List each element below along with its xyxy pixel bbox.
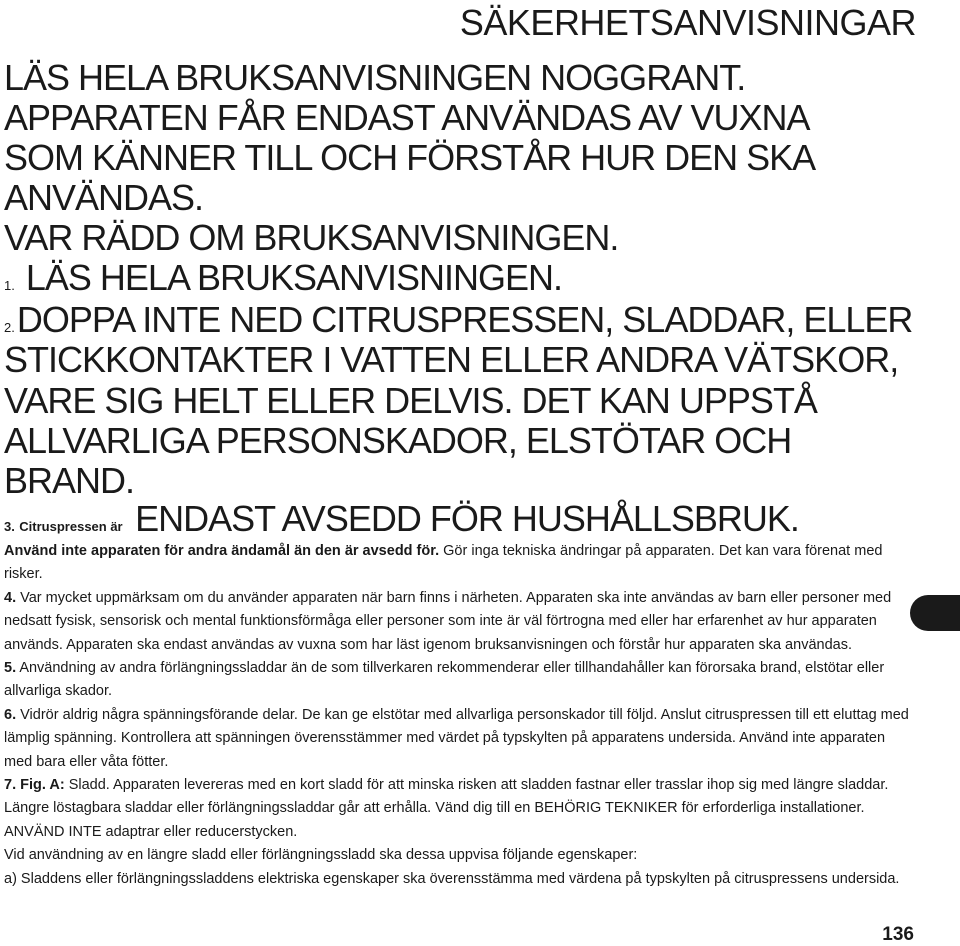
paragraph-6 [4, 704, 916, 774]
paragraph-9: a) Sladdens eller förlängningssladdens elektriska egenskaper ska överensstämma med värdena på typskylten på citruspressens undersida. [4, 870, 900, 887]
paragraph-3 [4, 540, 916, 587]
item-2-line-3: VARE SIG HELT ELLER DELVIS. DET KAN UPPSTÅ [4, 380, 817, 421]
item-3-number: 3. [4, 519, 15, 534]
intro-line-3: SOM KÄNNER TILL OCH FÖRSTÅR HUR DEN SKA [4, 137, 816, 178]
item-3-small-text: Citruspressen är [19, 519, 123, 534]
paragraph-6-text: Vidrör aldrig några spänningsförande delar. De kan ge elstötar med allvarliga personskador till följd. Anslut citruspressen till ett eluttag med lämplig spänning. Kontrollera att spänningen överensstämmer med värdet på typskylten på apparatens undersida. Använd inte apparaten med bara eller våta fötter. [4, 706, 909, 770]
section-thumb-tab [910, 595, 960, 631]
item-2-line-4: ALLVARLIGA PERSONSKADOR, ELSTÖTAR OCH [4, 420, 792, 461]
paragraph-4 [4, 587, 916, 657]
paragraph-7-number: 7. Fig. A: [4, 777, 65, 794]
item-3-heading [4, 498, 799, 540]
paragraph-5-number: 5. [4, 660, 17, 677]
body-text [4, 540, 916, 891]
item-2-line-2: STICKKONTAKTER I VATTEN ELLER ANDRA VÄTSKOR, [4, 339, 899, 380]
paragraph-7 [4, 774, 916, 844]
item-2-line-5: BRAND. [4, 460, 135, 501]
item-3-big-text: ENDAST AVSEDD FÖR HUSHÅLLSBRUK. [135, 498, 799, 539]
item-2-number: 2. [4, 320, 15, 335]
paragraph-5 [4, 657, 916, 704]
paragraph-7-text: Sladd. Apparaten levereras med en kort sladd för att minska risken att sladden fastnar eller trasslar ihop sig med längre sladdar. Längre löstagbara sladdar eller förlängningssladdar går att erhålla. Vänd dig till en BEHÖRIG TEKNIKER för erforderliga installationer. ANVÄND INTE adaptrar eller reducerstycken. [4, 777, 889, 840]
item-2-text-1: DOPPA INTE NED CITRUSPRESSEN, SLADDAR, ELLER [16, 299, 913, 340]
paragraph-8: Vid användning av en längre sladd eller förlängningssladd ska dessa uppvisa följande egenskaper: [4, 847, 638, 864]
paragraph-4-lead: Var mycket uppmärksam om du använder apparaten när barn finns i närheten. [16, 589, 523, 606]
page-number: 136 [882, 924, 914, 945]
intro-line-1: LÄS HELA BRUKSANVISNINGEN NOGGRANT. [4, 57, 746, 98]
intro-line-4: ANVÄNDAS. [4, 177, 204, 218]
paragraph-5-text: Användning av andra förlängningssladdar än de som tillverkaren rekommenderar eller tillhandahåller kan förorsaka brand, elstötar eller allvarliga skador. [4, 660, 885, 700]
paragraph-4-rest: Apparaten ska inte användas av barn eller personer med nedsatt fysisk, sensorisk och mental funktionsförmåga eller personer som inte är väl förtrogna med eller har erfarenhet av hur apparaten används. Apparaten ska endast användas av vuxna som har läst igenom bruksanvisningen och förstår hur apparaten ska användas. [4, 589, 892, 653]
item-1-number: 1. [4, 278, 15, 293]
paragraph-3-rest: Gör inga tekniska ändringar på apparaten. Det kan vara förenat med risker. [4, 543, 883, 583]
intro-line-5: VAR RÄDD OM BRUKSANVISNINGEN. [4, 217, 619, 258]
item-1-text: LÄS HELA BRUKSANVISNINGEN. [25, 257, 563, 298]
intro-line-2: APPARATEN FÅR ENDAST ANVÄNDAS AV VUXNA [4, 97, 810, 138]
paragraph-4-number: 4. [4, 589, 17, 606]
paragraph-6-number: 6. [4, 706, 17, 723]
page-title: SÄKERHETSANVISNINGAR [459, 2, 916, 43]
paragraph-3-bold: Använd inte apparaten för andra ändamål än den är avsedd för. [4, 543, 440, 559]
